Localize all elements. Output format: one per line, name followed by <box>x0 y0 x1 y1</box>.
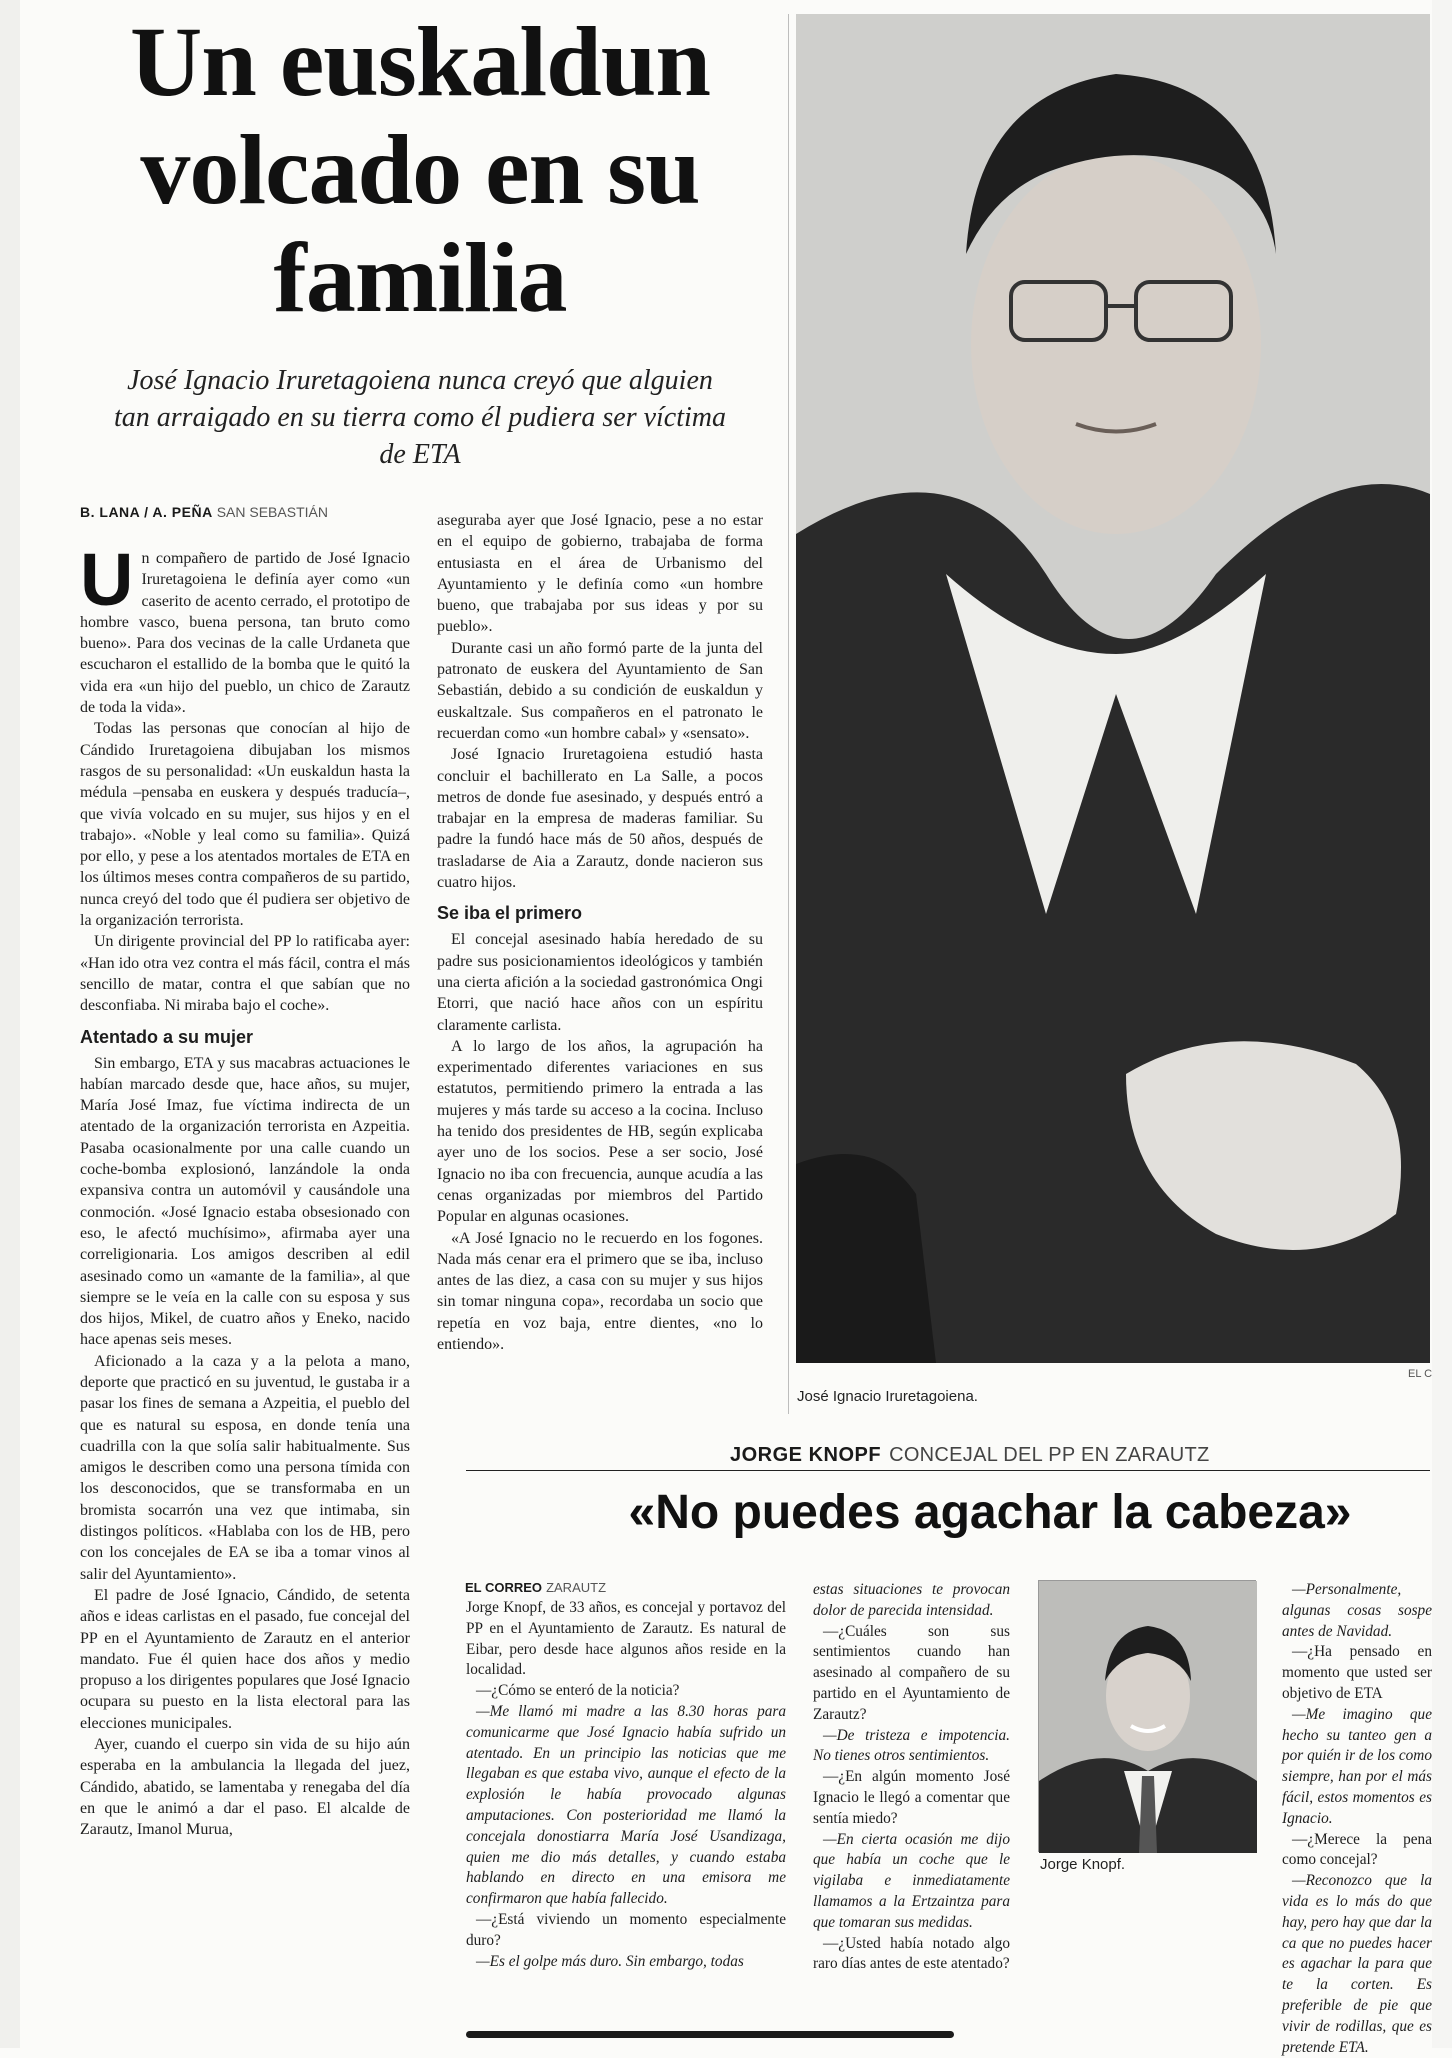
body-paragraph: Un dirigente provincial del PP lo ratificaba ayer: «Han ido otra vez contra el más fácil, contra el más sencillo de matar, contra el que sabían que no desconfiaba. Ni miraba bajo el coche». <box>80 933 410 1015</box>
interview-question: —¿Está viviendo un momento especialmente duro? <box>466 1910 786 1949</box>
article-byline <box>80 504 328 520</box>
body-paragraph: El concejal asesinado había heredado de su padre sus posicionamientos ideológicos y también una cierta afición a la sociedad gastronómica Ongi Etorri, que nació hace años con un espíritu claramente carlista. <box>437 931 763 1034</box>
byline-source: EL CORREO <box>465 1580 543 1595</box>
interview-intro: Jorge Knopf, de 33 años, es concejal y portavoz del PP en el Ayuntamiento de Zarautz. Es natural de Eibar, pero desde hace algunos años reside en la localidad. <box>466 1599 786 1679</box>
interview-answer: —De tristeza e impotencia. No tienes otros sentimientos. <box>813 1726 1010 1765</box>
body-paragraph: El padre de José Ignacio, Cándido, de setenta años e ideas carlistas en el pasado, fue concejal del PP en el Ayuntamiento de Zarautz en el anterior mandato. Fue él quien hace dos años y medio propuso a los dirigentes populares que José Ignacio ocupara su puesto en la lista electoral para las elecciones municipales. <box>80 1586 410 1732</box>
lead-paragraph <box>80 538 410 718</box>
lead-text: n compañero de partido de José Ignacio Iruretagoiena le definía ayer como «un caserito de acento cerrado, el prototipo de hombre vasco, buena persona, tan bruto como bueno». Para dos vecinas de la calle Urdaneta que escucharon el estallido de la bomba que le quitó la vida era «un hijo del pueblo, un chico de Zarautz de toda la vida». <box>80 550 410 717</box>
portrait-photo <box>796 14 1430 1363</box>
body-paragraph: José Ignacio Iruretagoiena estudió hasta concluir el bachillerato en La Salle, a pocos metros de donde fue asesinado, y después entró a trabajar en la empresa de maderas familiar. Su padre la fundó hace más de 50 años, después de trasladarse de Aia a Zarautz, donde nacieron sus cuatro hijos. <box>437 746 763 892</box>
interview-answer: —En cierta ocasión me dijo que había un coche que le vigilaba e inmediatamente llamamos a la Ertzaintza para que tomaran sus medidas. <box>813 1830 1010 1931</box>
knopf-illustration <box>1039 1581 1257 1853</box>
interview-answer: estas situaciones te provocan dolor de parecida intensidad. <box>813 1581 1010 1619</box>
body-paragraph: Todas las personas que conocían al hijo de Cándido Iruretagoiena dibujaban los mismos rasgos de su personalidad: «Un euskaldun hasta la médula –pensaba en euskera y después traducía–, que vivía volcado en su mujer, sus hijos y en el trabajo». «Noble y leal como su familia». Quizá por ello, y pese a los atentados mortales de ETA en los últimos meses contra compañeros de su partido, nunca creyó del todo que él pudiera ser objetivo de la organización terrorista. <box>80 720 410 930</box>
byline-authors: B. LANA / A. PEÑA <box>80 504 213 520</box>
byline-place: SAN SEBASTIÁN <box>216 504 328 520</box>
interview-column-1 <box>466 1598 786 1972</box>
interview-answer: —Me imagino que hecho su tanteo gen a por quién ir de los como siempre, han por el más fácil, estos momentos es Ignacio. <box>1282 1705 1432 1827</box>
interview-title: «No puedes agachar la cabeza» <box>628 1486 1352 1539</box>
section-rule <box>466 1470 1430 1471</box>
interview-answer: —Reconozco que la vida es lo más do que hay, pero hay que dar la ca que no puedes hacer es agachar la para que te la corten. Es preferible de pie que vivir de rodillas, que es pretende ETA. <box>1282 1872 1432 2056</box>
body-paragraph: Ayer, cuando el cuerpo sin vida de su hijo aún esperaba en la ambulancia la llegada del juez, Cándido, abatido, se lamentaba y renegaba del día en que le animó a dar el paso. El alcalde de Zarautz, Imanol Murua, <box>80 1736 410 1839</box>
body-paragraph: Durante casi un año formó parte de la junta del patronato de euskera del Ayuntamiento de San Sebastián, debido a su condición de euskaldun y euskaltzale. Sus compañeros en el patronato le recuerdan como «un hombre cabal» y «sensato». <box>437 639 763 742</box>
section-heading: Se iba el primero <box>437 903 583 924</box>
article-column-2 <box>437 510 763 1355</box>
interview-question: —¿Merece la pena como concejal? <box>1282 1830 1432 1869</box>
section-heading: Atentado a su mujer <box>80 1026 254 1047</box>
column-divider <box>788 14 789 1414</box>
article-column-1 <box>80 538 410 1841</box>
interview-answer: —Personalmente, algunas cosas sospe antes de Navidad. <box>1282 1581 1432 1640</box>
interview-question: —¿En algún momento José Ignacio le llegó a comentar que sentía miedo? <box>813 1768 1010 1827</box>
interview-question: —¿Cómo se enteró de la noticia? <box>476 1682 680 1700</box>
body-paragraph: A lo largo de los años, la agrupación ha experimentado diferentes variaciones en sus estatutos, permitiendo primero la entrada a las mujeres y más tarde su acceso a la cocina. Incluso ha tenido dos presidentes de HB, según explicaba ayer uno de los socios. Pese a ser socio, José Ignacio no iba con frecuencia, aunque acudía a las cenas organizadas por miembros del Partido Popular en algunas ocasiones. <box>437 1037 763 1226</box>
photo-credit: EL C <box>1408 1368 1433 1380</box>
portrait-illustration <box>796 14 1430 1363</box>
interview-column-3 <box>1282 1580 1432 2056</box>
interview-byline <box>465 1580 606 1595</box>
knopf-caption: Jorge Knopf. <box>1040 1856 1126 1873</box>
interview-answer: —Es el golpe más duro. Sin embargo, todas <box>476 1952 744 1970</box>
interview-name: JORGE KNOPF <box>730 1444 882 1466</box>
portrait-caption: José Ignacio Iruretagoiena. <box>797 1388 978 1405</box>
byline-place: ZARAUTZ <box>546 1580 607 1595</box>
article-headline: Un euskaldun volcado en su familia <box>130 6 710 333</box>
page-right-edge <box>1432 0 1452 2048</box>
body-paragraph: «A José Ignacio no le recuerdo en los fogones. Nada más cenar era el primero que se iba, incluso antes de las diez, a casa con su mujer y sus hijos sin tomar ninguna copa», recordaba un socio que repetía en voz baja, entre dientes, «no lo entiendo». <box>437 1229 763 1353</box>
interview-answer: —Me llamó mi madre a las 8.30 horas para comunicarme que José Ignacio había sufrido un atentado. En un principio las noticias que me llegaban es que estaba vivo, aunque el efecto de la explosión le había provocado algunas amputaciones. Con posterioridad me llamó la concejala donostiarra María José Usandizaga, quien me dio más detalles, y cuando estaba hablando en directo en una emisora me confirmaron que había fallecido. <box>466 1702 786 1908</box>
knopf-photo <box>1038 1580 1256 1852</box>
interview-role: CONCEJAL DEL PP EN ZARAUTZ <box>889 1444 1210 1466</box>
interview-question: —¿Usted había notado algo raro días antes de este atentado? <box>813 1934 1010 1973</box>
interview-question: —¿Cuáles son sus sentimientos cuando han asesinado al compañero de su partido en el Ayuntamiento de Zarautz? <box>813 1622 1010 1723</box>
scroll-indicator[interactable] <box>466 2031 954 2038</box>
interview-question: —¿Ha pensado en momento que usted ser objetivo de ETA <box>1282 1643 1432 1702</box>
page-left-margin <box>0 0 20 2048</box>
drop-cap: U <box>80 538 134 621</box>
body-paragraph: Sin embargo, ETA y sus macabras actuaciones le habían marcado desde que, hace años, su mujer, María José Imaz, fue víctima indirecta de un atentado de la organización terrorista en Azpeitia. Pasaba ocasionalmente por una calle cuando un coche-bomba explosionó, lanzándole la onda expansiva contra un automóvil y causándole una conmoción. «José Ignacio estaba obsesionado con eso, le afectó muchísimo», afirmaba ayer una correligionaria. Los amigos describen al edil asesinado como un «amante de la familia», al que siempre se le veía en la calle con su esposa y sus dos hijos, Mikel, de cuatro años y Eneko, nacido hace apenas seis meses. <box>80 1054 410 1349</box>
article-subhead: José Ignacio Iruretagoiena nunca creyó que alguien tan arraigado en su tierra como él pudiera ser víctima de ETA <box>113 365 727 470</box>
interview-kicker <box>730 1444 1210 1467</box>
body-paragraph: Aficionado a la caza y a la pelota a mano, deporte que practicó en su juventud, le gustaba ir a pasar los fines de semana a Azpeitia, el pueblo del que es natural su esposa, en donde tenía una cuadrilla con la que solía salir habitualmente. Sus amigos le describen como una persona tímida con los desconocidos, que se transformaba en un bromista socarrón una vez que intimaba, sin distingos políticos. «Hablaba con los de HB, pero con los concejales de EA se iba a tomar vinos al salir del Ayuntamiento». <box>80 1352 410 1583</box>
interview-column-2 <box>813 1580 1010 1975</box>
body-paragraph: aseguraba ayer que José Ignacio, pese a no estar en el equipo de gobierno, trabajaba de forma entusiasta en el área de Urbanismo del Ayuntamiento y le definía como «un hombre bueno, que trabajaba por sus ideas y por su pueblo». <box>437 512 763 636</box>
